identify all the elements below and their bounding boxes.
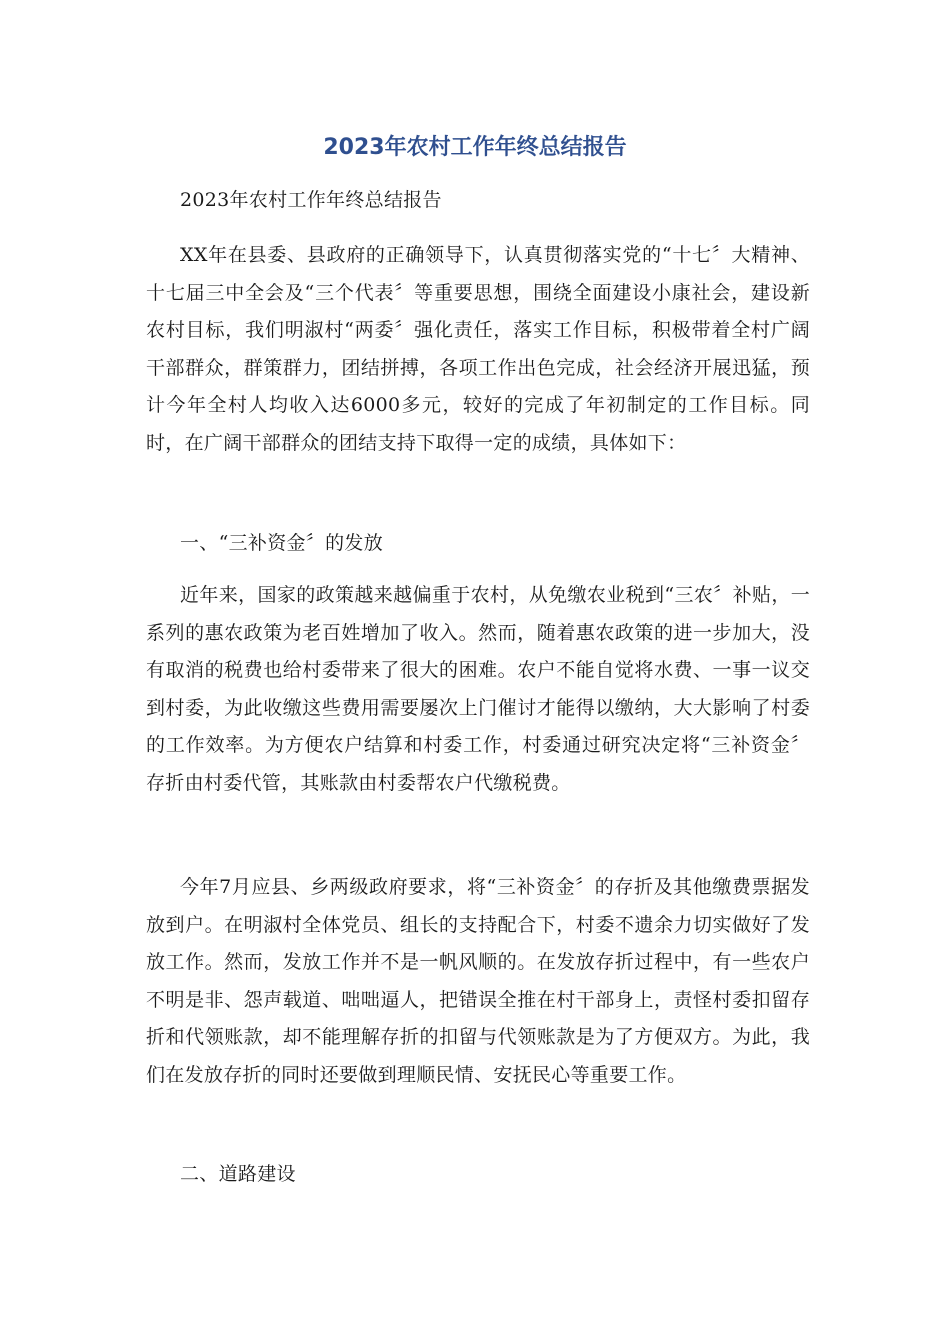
document-subtitle: 2023年农村工作年终总结报告 — [180, 189, 442, 211]
section-1-paragraph-1: 近年来，国家的政策越来越偏重于农村，从免缴农业税到“三农〞补贴，一系列的惠农政策为老百姓增加了收入。然而，随着惠农政策的进一步加大，没有取消的税费也给村委带来了很大的困难。农户不能自觉将水费、一事一议交到村委，为此收缴这些费用需要屡次上门催讨才能得以缴纳，大大影响了村委的工作效率。为方便农户结算和村委工作，村委通过研究决定将“三补资金〞存折由村委代管，其账款由村委帮农户代缴税费。 — [146, 584, 810, 794]
section-heading-1: 一、“三补资金〞的发放 — [180, 532, 384, 554]
document-title: 2023年农村工作年终总结报告 — [323, 135, 627, 160]
intro-paragraph: XX年在县委、县政府的正确领导下，认真贯彻落实党的“十七〞大精神、十七届三中全会及“三个代表〞等重要思想，围绕全面建设小康社会，建设新农村目标，我们明淑村“两委〞强化责任，落实工作目标，积极带着全村广阔干部群众，群策群力，团结拼搏，各项工作出色完成，社会经济开展迅猛，预计今年全村人均收入达6000多元，较好的完成了年初制定的工作目标。同时，在广阔干部群众的团结支持下取得一定的成绩，具体如下： — [146, 244, 810, 454]
section-heading-2: 二、道路建设 — [180, 1163, 296, 1185]
section-1-paragraph-2: 今年7月应县、乡两级政府要求，将“三补资金〞的存折及其他缴费票据发放到户。在明淑村全体党员、组长的支持配合下，村委不遗余力切实做好了发放工作。然而，发放工作并不是一帆风顺的。在发放存折过程中，有一些农户不明是非、怨声载道、咄咄逼人，把错误全推在村干部身上，责怪村委扣留存折和代领账款，却不能理解存折的扣留与代领账款是为了方便双方。为此，我们在发放存折的同时还要做到理顺民情、安抚民心等重要工作。 — [146, 876, 810, 1086]
